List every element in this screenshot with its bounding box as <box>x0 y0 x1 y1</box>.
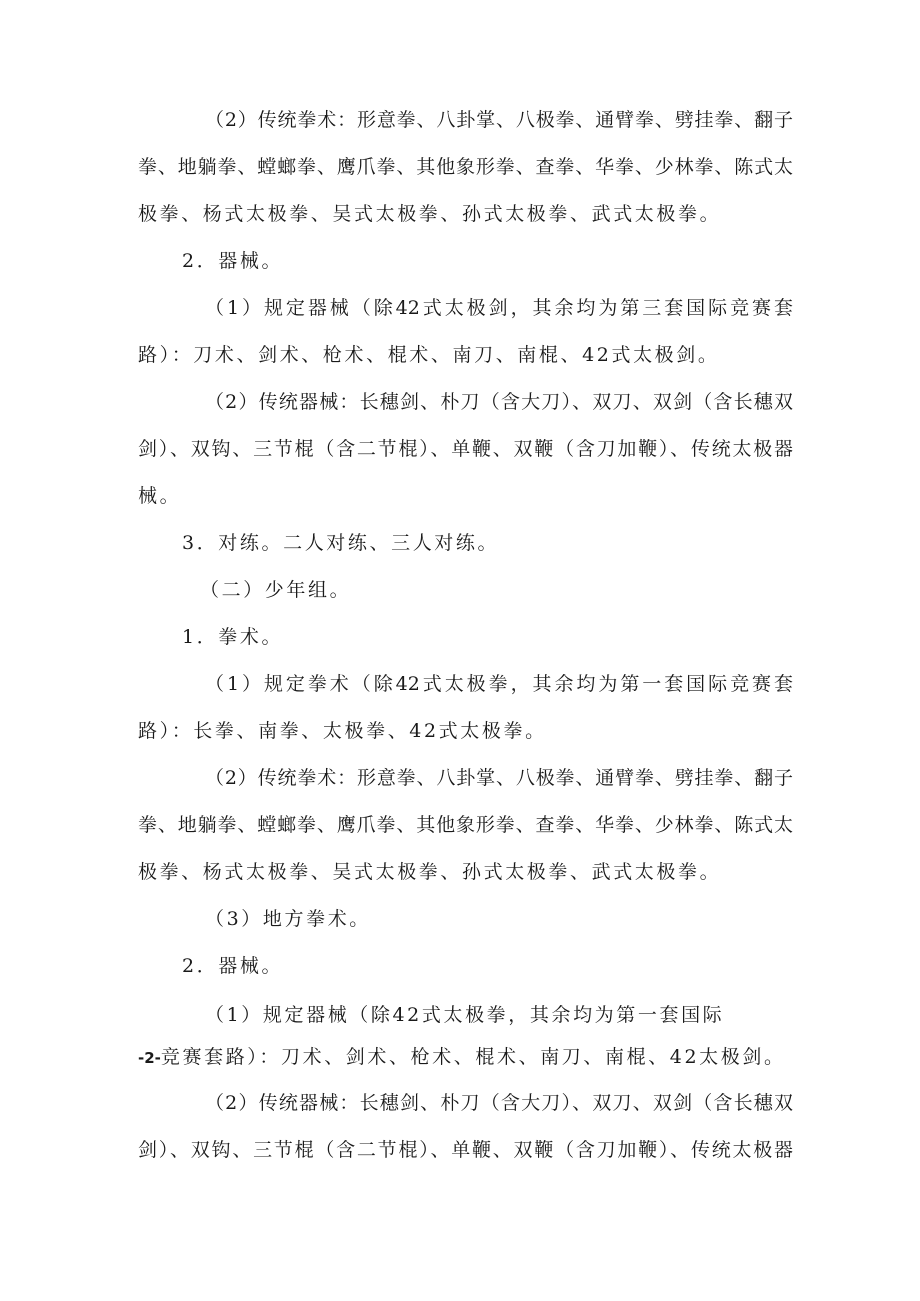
section-heading: 2．器械。 <box>182 250 284 272</box>
page-number: -2- <box>138 1049 161 1067</box>
paragraph-line: （1）规定器械（除42式太极拳，其余均为第一套国际 <box>205 1004 725 1026</box>
paragraph-text: 竞赛套路）：刀术、剑术、枪术、棍术、南刀、南棍、42太极剑。 <box>160 1046 786 1068</box>
section-heading: 3．对练。二人对练、三人对练。 <box>182 532 500 554</box>
paragraph-line: 拳、地躺拳、螳螂拳、鹰爪拳、其他象形拳、查拳、华拳、少林拳、陈式太 <box>138 814 793 836</box>
section-heading: （二）少年组。 <box>200 579 352 601</box>
paragraph-line: （1）规定拳术（除42式太极拳，其余均为第一套国际竞赛套 <box>205 673 793 695</box>
paragraph-line: （2）传统器械：长穗剑、朴刀（含大刀）、双刀、双剑（含长穗双 <box>205 1092 793 1114</box>
paragraph-line: （2）传统拳术：形意拳、八卦掌、八极拳、通臂拳、劈挂拳、翻子 <box>205 109 793 131</box>
paragraph-line: 拳、地躺拳、螳螂拳、鹰爪拳、其他象形拳、查拳、华拳、少林拳、陈式太 <box>138 156 793 178</box>
paragraph-line: 极拳、杨式太极拳、吴式太极拳、孙式太极拳、武式太极拳。 <box>138 203 722 225</box>
paragraph-line-with-page-number <box>138 1043 793 1072</box>
paragraph-line: （1）规定器械（除42式太极剑，其余均为第三套国际竞赛套 <box>205 297 793 319</box>
paragraph-line: 路）：长拳、南拳、太极拳、42式太极拳。 <box>138 720 547 742</box>
section-heading: 1．拳术。 <box>182 626 284 648</box>
paragraph-line: 械。 <box>138 485 182 507</box>
section-heading: 2．器械。 <box>182 955 284 977</box>
paragraph-line: （2）传统器械：长穗剑、朴刀（含大刀）、双刀、双剑（含长穗双 <box>205 391 793 413</box>
paragraph-line: 极拳、杨式太极拳、吴式太极拳、孙式太极拳、武式太极拳。 <box>138 861 722 883</box>
paragraph-line: 剑）、双钩、三节棍（含二节棍）、单鞭、双鞭（含刀加鞭）、传统太极器 <box>138 438 793 460</box>
paragraph-line: 剑）、双钩、三节棍（含二节棍）、单鞭、双鞭（含刀加鞭）、传统太极器 <box>138 1139 793 1161</box>
paragraph-line: 路）：刀术、剑术、枪术、棍术、南刀、南棍、42式太极剑。 <box>138 344 720 366</box>
paragraph-line: （3）地方拳术。 <box>205 908 371 930</box>
paragraph-line: （2）传统拳术：形意拳、八卦掌、八极拳、通臂拳、劈挂拳、翻子 <box>205 767 793 789</box>
